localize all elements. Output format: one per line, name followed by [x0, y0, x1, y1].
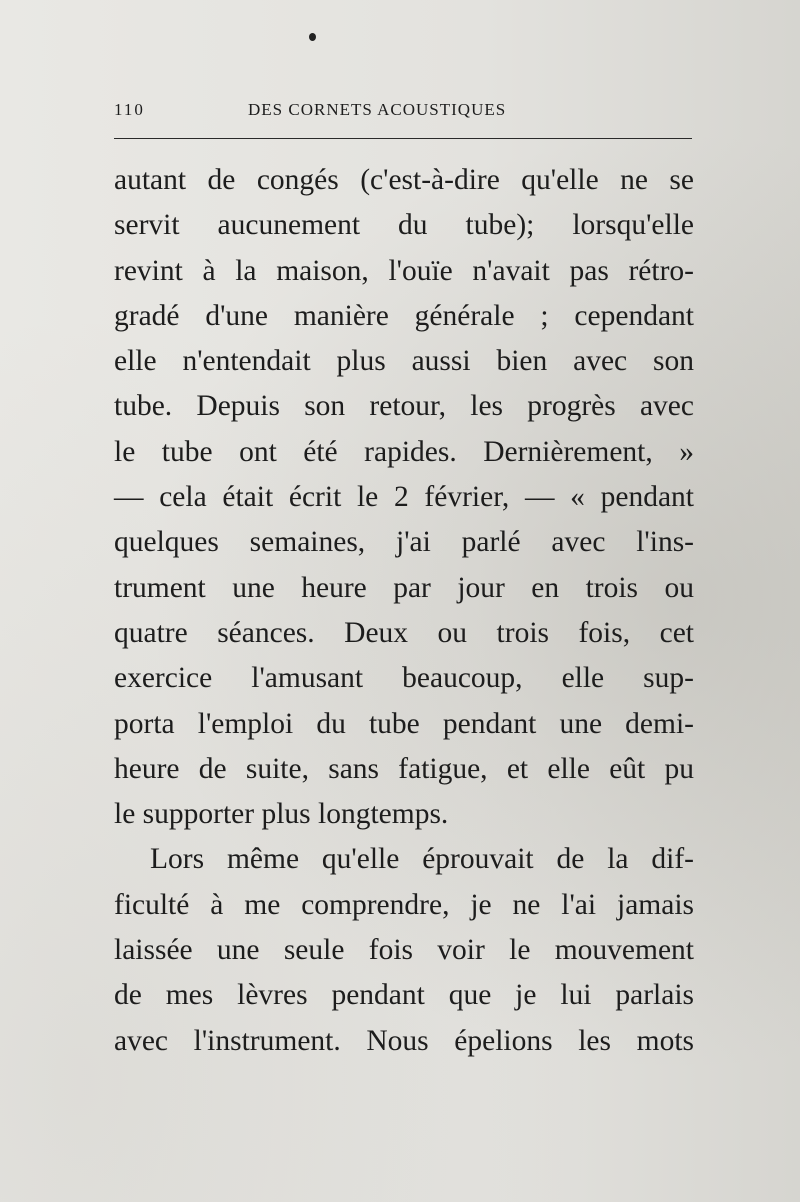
text-line: quatre séances. Deux ou trois fois, cet [114, 616, 694, 649]
text-line: le tube ont été rapides. Dernièrement, » [114, 435, 694, 468]
text-line: gradé d'une manière générale ; cependant [114, 299, 694, 332]
text-line: avec l'instrument. Nous épelions les mots [114, 1024, 694, 1057]
text-line: le supporter plus longtemps. [114, 798, 449, 831]
text-line: quelques semaines, j'ai parlé avec l'ins- [114, 526, 694, 559]
text-line: heure de suite, sans fatigue, et elle eût pu [114, 752, 694, 785]
header-rule [114, 138, 692, 139]
text-line: de mes lèvres pendant que je lui parlais [114, 979, 694, 1012]
text-line: tube. Depuis son retour, les progrès avec [114, 390, 694, 423]
text-line: laissée une seule fois voir le mouvement [114, 934, 694, 967]
body-text [114, 158, 694, 1064]
text-line: porta l'emploi du tube pendant une demi- [114, 707, 694, 740]
text-line: exercice l'amusant beaucoup, elle sup- [114, 662, 694, 695]
text-line: revint à la maison, l'ouïe n'avait pas rétro- [114, 254, 694, 287]
text-line: ficulté à me comprendre, je ne l'ai jamais [114, 888, 694, 921]
text-line: — cela était écrit le 2 février, — « pendant [114, 481, 694, 514]
text-line: autant de congés (c'est-à-dire qu'elle ne se [114, 164, 694, 196]
ink-spot [309, 33, 316, 41]
text-line: servit aucunement du tube); lorsqu'elle [114, 209, 694, 242]
running-head [114, 100, 694, 130]
text-line: trument une heure par jour en trois ou [114, 571, 694, 604]
running-title: DES CORNETS ACOUSTIQUES [248, 100, 507, 119]
page-number: 110 [114, 100, 145, 119]
text-line: Lors même qu'elle éprouvait de la dif- [150, 843, 694, 876]
text-line: elle n'entendait plus aussi bien avec son [114, 345, 694, 378]
